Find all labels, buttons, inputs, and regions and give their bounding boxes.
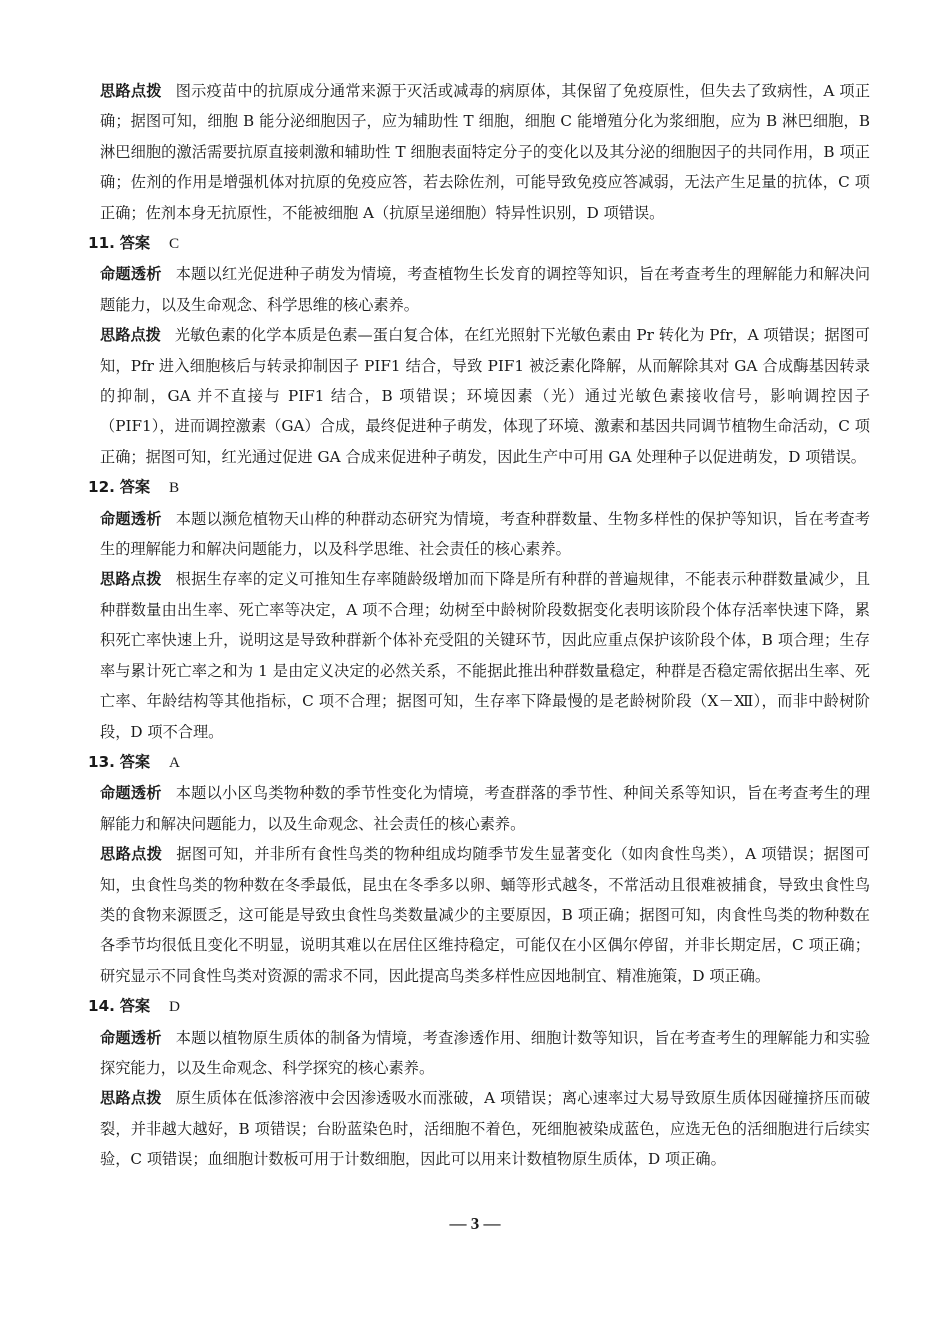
q10-analysis — [100, 76, 870, 228]
q13-answer-line — [88, 747, 870, 778]
q11-analysis — [100, 320, 870, 472]
intent-text: 本题以濒危植物天山桦的种群动态研究为情境，考查种群数量、生物多样性的保护等知识，旨在考查考生的理解能力和解决问题能力，以及科学思维、社会责任的核心素养。 — [100, 509, 870, 559]
analysis-text: 图示疫苗中的抗原成分通常来源于灭活或减毒的病原体，其保留了免疫原性，但失去了致病性，A 项正确；据图可知，细胞 B 能分泌细胞因子，应为辅助性 T 细胞，细胞 C 能增殖分化为浆细胞，应为 B 淋巴细胞，B 淋巴细胞的激活需要抗原直接刺激和辅助性 T 细胞表面特定分子的变化以及其分泌的细胞因子的共同作用，B 项正确；佐剂的作用是增强机体对抗原的免疫应答，若去除佐剂，可能导致免疫应答减弱，无法产生足量的抗体，C 项正确；佐剂本身无抗原性，不能被细胞 A（抗原呈递细胞）特异性识别，D 项错误。 — [100, 82, 871, 222]
q11-answer-line — [88, 228, 870, 259]
q12-analysis — [100, 564, 870, 746]
analysis-label: 思路点拨 — [100, 82, 162, 100]
question-number: 14. — [88, 997, 115, 1016]
analysis-label: 思路点拨 — [100, 570, 162, 589]
intent-label: 命题透析 — [100, 1028, 162, 1047]
q14-answer-line — [88, 991, 870, 1022]
analysis-label: 思路点拨 — [100, 326, 161, 345]
analysis-text: 原生质体在低渗溶液中会因渗透吸水而涨破，A 项错误；离心速率过大易导致原生质体因碰撞挤压而破裂，并非越大越好，B 项错误；台盼蓝染色时，活细胞不着色，死细胞被染成蓝色，应选无色的活细胞进行后续实验，C 项错误；血细胞计数板可用于计数细胞，因此可以用来计数植物原生质体，D 项正确。 — [100, 1089, 871, 1169]
answer-label: 答案 — [119, 478, 151, 497]
intent-label: 命题透析 — [100, 265, 162, 284]
q12-intent — [100, 504, 870, 565]
question-number: 11. — [88, 234, 115, 252]
page-number: — 3 — — [449, 1214, 501, 1233]
q12-answer-line — [88, 472, 870, 503]
answer-label: 答案 — [119, 752, 151, 771]
answer-value: A — [168, 753, 180, 771]
analysis-text: 根据生存率的定义可推知生存率随龄级增加而下降是所有种群的普遍规律，不能表示种群数量减少，且种群数量由出生率、死亡率等决定，A 项不合理；幼树至中龄树阶段数据变化表明该阶段个体存活率快速下降，累积死亡率快速上升，说明这是导致种群新个体补充受阻的关键环节，因此应重点保护该阶段个体，B 项合理；生存率与累计死亡率之和为 1 是由定义决定的必然关系，不能据此推出种群数量稳定，种群是否稳定需依据出生率、死亡率、年龄结构等其他指标，C 项不合理；据图可知，生存率下降最慢的是老龄树阶段（Ⅹ－Ⅻ），而非中龄树阶段，D 项不合理。 — [100, 570, 870, 741]
answer-value: C — [168, 235, 180, 252]
answer-value: B — [168, 479, 180, 497]
q11-intent — [100, 259, 870, 320]
answer-label: 答案 — [119, 997, 151, 1016]
analysis-label: 思路点拨 — [100, 1089, 162, 1108]
question-number: 13. — [88, 752, 115, 771]
intent-text: 本题以小区鸟类物种数的季节性变化为情境，考查群落的季节性、种间关系等知识，旨在考查考生的理解能力和解决问题能力，以及生命观念、社会责任的核心素养。 — [100, 784, 870, 833]
q13-analysis — [100, 839, 870, 991]
intent-text: 本题以植物原生质体的制备为情境，考查渗透作用、细胞计数等知识，旨在考查考生的理解能力和实验探究能力，以及生命观念、科学探究的核心素养。 — [100, 1028, 870, 1077]
intent-label: 命题透析 — [100, 509, 162, 528]
intent-text: 本题以红光促进种子萌发为情境，考查植物生长发育的调控等知识，旨在考查考生的理解能力和解决问题能力，以及生命观念、科学思维的核心素养。 — [100, 265, 870, 314]
q14-intent — [100, 1023, 870, 1084]
analysis-text: 据图可知，并非所有食性鸟类的物种组成均随季节发生显著变化（如肉食性鸟类），A 项错误；据图可知，虫食性鸟类的物种数在冬季最低，昆虫在冬季多以卵、蛹等形式越冬，不常活动且很难被捕食，导致虫食性鸟类的食物来源匮乏，这可能是导致虫食性鸟类数量减少的主要原因，B 项正确；据图可知，肉食性鸟类的物种数在各季节均很低且变化不明显，说明其难以在居住区维持稳定，可能仅在小区偶尔停留，并非长期定居，C 项正确；研究显示不同食性鸟类对资源的需求不同，因此提高鸟类多样性应因地制宜、精准施策，D 项正确。 — [100, 845, 871, 985]
q13-intent — [100, 778, 870, 839]
intent-label: 命题透析 — [100, 784, 162, 803]
analysis-label: 思路点拨 — [100, 845, 163, 864]
question-number: 12. — [88, 478, 115, 497]
q14-analysis — [100, 1083, 870, 1174]
analysis-text: 光敏色素的化学本质是色素—蛋白复合体，在红光照射下光敏色素由 Pr 转化为 Pfr，A 项错误；据图可知，Pfr 进入细胞核后与转录抑制因子 PIF1 结合，导致 PIF1 被泛素化降解，从而解除其对 GA 合成酶基因转录的抑制，GA 并不直接与 PIF1 结合，B 项错误；环境因素（光）通过光敏色素接收信号，影响调控因子（PIF1），进而调控激素（GA）合成，最终促进种子萌发，体现了环境、激素和基因共同调节植物生命活动，C 项正确；据图可知，红光通过促进 GA 合成来促进种子萌发，因此生产中可用 GA 处理种子以促进萌发，D 项错误。 — [100, 326, 870, 466]
answer-label: 答案 — [119, 234, 151, 252]
answer-value: D — [168, 998, 180, 1016]
